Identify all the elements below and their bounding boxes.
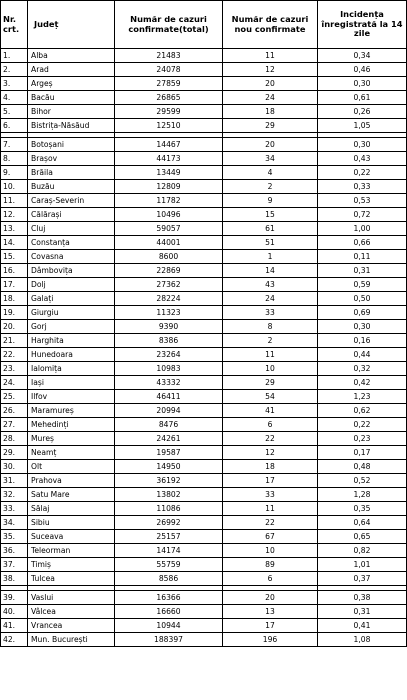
row-total-cell: 22869	[115, 264, 223, 278]
row-total-cell: 11086	[115, 502, 223, 516]
row-nr-cell: 33.	[1, 502, 28, 516]
header-new-cases: Număr de cazuri nou confirmate	[223, 1, 318, 49]
row-total-cell: 14467	[115, 138, 223, 152]
row-county-cell: Gorj	[28, 320, 115, 334]
row-county-cell: Vâlcea	[28, 605, 115, 619]
row-total-cell: 14950	[115, 460, 223, 474]
row-nr-cell: 2.	[1, 63, 28, 77]
row-county-cell: Călărași	[28, 208, 115, 222]
row-county-cell: Hunedoara	[28, 348, 115, 362]
row-nr-cell: 24.	[1, 376, 28, 390]
row-nr-cell: 21.	[1, 334, 28, 348]
row-new-cell: 14	[223, 264, 318, 278]
header-incidence: Incidența înregistrată la 14 zile	[318, 1, 407, 49]
row-nr-cell: 36.	[1, 544, 28, 558]
row-county-cell: Ilfov	[28, 390, 115, 404]
row-county-cell: Mureș	[28, 432, 115, 446]
row-total-cell: 11782	[115, 194, 223, 208]
row-total-cell: 44173	[115, 152, 223, 166]
row-new-cell: 22	[223, 432, 318, 446]
table-row	[1, 91, 407, 105]
row-county-cell: Bacău	[28, 91, 115, 105]
row-county-cell: Galați	[28, 292, 115, 306]
row-total-cell: 12809	[115, 180, 223, 194]
row-new-cell: 89	[223, 558, 318, 572]
row-county-cell: Bihor	[28, 105, 115, 119]
row-nr-cell: 30.	[1, 460, 28, 474]
table-header	[1, 1, 407, 49]
row-nr-cell: 3.	[1, 77, 28, 91]
table-row	[1, 77, 407, 91]
row-total-cell: 20994	[115, 404, 223, 418]
row-county-cell: Vrancea	[28, 619, 115, 633]
table-row	[1, 530, 407, 544]
row-county-cell: Caraș-Severin	[28, 194, 115, 208]
row-nr-cell: 34.	[1, 516, 28, 530]
row-county-cell: Dolj	[28, 278, 115, 292]
header-judet: Județ	[28, 1, 115, 49]
row-incidence-cell: 1,23	[318, 390, 407, 404]
row-total-cell: 59057	[115, 222, 223, 236]
row-new-cell: 18	[223, 105, 318, 119]
row-new-cell: 24	[223, 91, 318, 105]
row-total-cell: 8386	[115, 334, 223, 348]
table-row	[1, 348, 407, 362]
row-nr-cell: 22.	[1, 348, 28, 362]
row-county-cell: Maramureș	[28, 404, 115, 418]
row-nr-cell: 8.	[1, 152, 28, 166]
row-total-cell: 25157	[115, 530, 223, 544]
table-row	[1, 558, 407, 572]
row-incidence-cell: 0,82	[318, 544, 407, 558]
row-new-cell: 17	[223, 474, 318, 488]
row-incidence-cell: 0,43	[318, 152, 407, 166]
table-row	[1, 264, 407, 278]
table-row	[1, 633, 407, 647]
table-row	[1, 334, 407, 348]
table-row	[1, 236, 407, 250]
row-nr-cell: 26.	[1, 404, 28, 418]
row-new-cell: 20	[223, 77, 318, 91]
row-total-cell: 27362	[115, 278, 223, 292]
row-nr-cell: 28.	[1, 432, 28, 446]
row-county-cell: Prahova	[28, 474, 115, 488]
row-total-cell: 44001	[115, 236, 223, 250]
row-county-cell: Botoșani	[28, 138, 115, 152]
row-new-cell: 12	[223, 446, 318, 460]
row-new-cell: 11	[223, 348, 318, 362]
table-row	[1, 63, 407, 77]
row-incidence-cell: 0,30	[318, 77, 407, 91]
row-incidence-cell: 0,59	[318, 278, 407, 292]
row-total-cell: 13449	[115, 166, 223, 180]
row-new-cell: 43	[223, 278, 318, 292]
table-row	[1, 138, 407, 152]
row-new-cell: 61	[223, 222, 318, 236]
row-incidence-cell: 0,30	[318, 138, 407, 152]
row-county-cell: Arad	[28, 63, 115, 77]
table-row	[1, 619, 407, 633]
row-incidence-cell: 0,38	[318, 591, 407, 605]
row-county-cell: Olt	[28, 460, 115, 474]
row-new-cell: 54	[223, 390, 318, 404]
row-incidence-cell: 0,48	[318, 460, 407, 474]
row-nr-cell: 10.	[1, 180, 28, 194]
row-nr-cell: 38.	[1, 572, 28, 586]
row-incidence-cell: 0,66	[318, 236, 407, 250]
row-incidence-cell: 0,31	[318, 605, 407, 619]
row-total-cell: 43332	[115, 376, 223, 390]
table-row	[1, 516, 407, 530]
table-row	[1, 591, 407, 605]
row-nr-cell: 12.	[1, 208, 28, 222]
table-row	[1, 292, 407, 306]
row-nr-cell: 29.	[1, 446, 28, 460]
row-incidence-cell: 0,26	[318, 105, 407, 119]
row-new-cell: 18	[223, 460, 318, 474]
row-nr-cell: 31.	[1, 474, 28, 488]
row-new-cell: 11	[223, 502, 318, 516]
row-incidence-cell: 1,08	[318, 633, 407, 647]
row-nr-cell: 41.	[1, 619, 28, 633]
row-nr-cell: 35.	[1, 530, 28, 544]
row-county-cell: Iași	[28, 376, 115, 390]
row-incidence-cell: 0,30	[318, 320, 407, 334]
row-incidence-cell: 0,50	[318, 292, 407, 306]
header-row	[1, 1, 407, 49]
row-total-cell: 8586	[115, 572, 223, 586]
row-nr-cell: 18.	[1, 292, 28, 306]
row-incidence-cell: 0,72	[318, 208, 407, 222]
row-total-cell: 13802	[115, 488, 223, 502]
header-total-cases: Număr de cazuri confirmate(total)	[115, 1, 223, 49]
row-county-cell: Neamț	[28, 446, 115, 460]
row-nr-cell: 20.	[1, 320, 28, 334]
row-new-cell: 29	[223, 376, 318, 390]
row-nr-cell: 32.	[1, 488, 28, 502]
row-incidence-cell: 0,69	[318, 306, 407, 320]
table-row	[1, 306, 407, 320]
table-row	[1, 180, 407, 194]
row-county-cell: Vaslui	[28, 591, 115, 605]
row-new-cell: 2	[223, 180, 318, 194]
row-nr-cell: 42.	[1, 633, 28, 647]
table-row	[1, 278, 407, 292]
row-new-cell: 4	[223, 166, 318, 180]
row-incidence-cell: 0,11	[318, 250, 407, 264]
row-county-cell: Mun. București	[28, 633, 115, 647]
table-row	[1, 572, 407, 586]
table-row	[1, 119, 407, 133]
row-incidence-cell: 0,32	[318, 362, 407, 376]
row-new-cell: 6	[223, 572, 318, 586]
row-total-cell: 29599	[115, 105, 223, 119]
row-incidence-cell: 1,01	[318, 558, 407, 572]
row-incidence-cell: 1,05	[318, 119, 407, 133]
row-total-cell: 26865	[115, 91, 223, 105]
row-total-cell: 8600	[115, 250, 223, 264]
table-row	[1, 152, 407, 166]
row-new-cell: 196	[223, 633, 318, 647]
row-total-cell: 16660	[115, 605, 223, 619]
row-nr-cell: 14.	[1, 236, 28, 250]
row-new-cell: 2	[223, 334, 318, 348]
row-county-cell: Tulcea	[28, 572, 115, 586]
row-new-cell: 33	[223, 306, 318, 320]
table-row	[1, 488, 407, 502]
row-incidence-cell: 0,33	[318, 180, 407, 194]
row-county-cell: Argeș	[28, 77, 115, 91]
row-new-cell: 67	[223, 530, 318, 544]
row-incidence-cell: 0,42	[318, 376, 407, 390]
row-total-cell: 12510	[115, 119, 223, 133]
row-total-cell: 10983	[115, 362, 223, 376]
row-total-cell: 9390	[115, 320, 223, 334]
row-new-cell: 22	[223, 516, 318, 530]
row-incidence-cell: 0,64	[318, 516, 407, 530]
row-nr-cell: 4.	[1, 91, 28, 105]
row-nr-cell: 23.	[1, 362, 28, 376]
row-new-cell: 15	[223, 208, 318, 222]
row-new-cell: 9	[223, 194, 318, 208]
row-incidence-cell: 0,37	[318, 572, 407, 586]
row-total-cell: 23264	[115, 348, 223, 362]
row-total-cell: 24261	[115, 432, 223, 446]
row-county-cell: Giurgiu	[28, 306, 115, 320]
row-county-cell: Timiș	[28, 558, 115, 572]
row-nr-cell: 1.	[1, 49, 28, 63]
row-total-cell: 36192	[115, 474, 223, 488]
row-total-cell: 46411	[115, 390, 223, 404]
row-incidence-cell: 0,22	[318, 166, 407, 180]
row-county-cell: Harghita	[28, 334, 115, 348]
row-incidence-cell: 0,23	[318, 432, 407, 446]
row-total-cell: 11323	[115, 306, 223, 320]
table-row	[1, 605, 407, 619]
table-row	[1, 362, 407, 376]
table-row	[1, 460, 407, 474]
row-new-cell: 51	[223, 236, 318, 250]
row-new-cell: 1	[223, 250, 318, 264]
row-incidence-cell: 0,22	[318, 418, 407, 432]
table-row	[1, 432, 407, 446]
row-county-cell: Sălaj	[28, 502, 115, 516]
row-county-cell: Mehedinți	[28, 418, 115, 432]
row-nr-cell: 15.	[1, 250, 28, 264]
row-county-cell: Covasna	[28, 250, 115, 264]
table-row	[1, 544, 407, 558]
row-incidence-cell: 0,16	[318, 334, 407, 348]
row-total-cell: 19587	[115, 446, 223, 460]
row-county-cell: Cluj	[28, 222, 115, 236]
row-new-cell: 12	[223, 63, 318, 77]
row-new-cell: 10	[223, 362, 318, 376]
table-row	[1, 208, 407, 222]
row-county-cell: Brașov	[28, 152, 115, 166]
row-total-cell: 28224	[115, 292, 223, 306]
row-nr-cell: 6.	[1, 119, 28, 133]
table-row	[1, 250, 407, 264]
row-nr-cell: 37.	[1, 558, 28, 572]
table-row	[1, 474, 407, 488]
table-row	[1, 418, 407, 432]
row-county-cell: Constanța	[28, 236, 115, 250]
row-incidence-cell: 0,62	[318, 404, 407, 418]
row-incidence-cell: 0,35	[318, 502, 407, 516]
table-body	[1, 49, 407, 647]
row-county-cell: Sibiu	[28, 516, 115, 530]
row-total-cell: 188397	[115, 633, 223, 647]
header-nr-crt: Nr. crt.	[1, 1, 28, 49]
table-row	[1, 49, 407, 63]
row-total-cell: 24078	[115, 63, 223, 77]
row-incidence-cell: 0,34	[318, 49, 407, 63]
row-new-cell: 41	[223, 404, 318, 418]
row-county-cell: Buzău	[28, 180, 115, 194]
row-new-cell: 33	[223, 488, 318, 502]
row-total-cell: 55759	[115, 558, 223, 572]
row-incidence-cell: 0,52	[318, 474, 407, 488]
row-nr-cell: 11.	[1, 194, 28, 208]
table-row	[1, 105, 407, 119]
row-new-cell: 20	[223, 591, 318, 605]
table-row	[1, 320, 407, 334]
table-row	[1, 166, 407, 180]
table-row	[1, 390, 407, 404]
row-total-cell: 10944	[115, 619, 223, 633]
row-total-cell: 8476	[115, 418, 223, 432]
row-nr-cell: 5.	[1, 105, 28, 119]
row-nr-cell: 16.	[1, 264, 28, 278]
row-county-cell: Teleorman	[28, 544, 115, 558]
row-new-cell: 29	[223, 119, 318, 133]
row-new-cell: 11	[223, 49, 318, 63]
row-nr-cell: 19.	[1, 306, 28, 320]
row-nr-cell: 9.	[1, 166, 28, 180]
row-total-cell: 21483	[115, 49, 223, 63]
row-nr-cell: 17.	[1, 278, 28, 292]
row-incidence-cell: 1,28	[318, 488, 407, 502]
row-nr-cell: 27.	[1, 418, 28, 432]
row-nr-cell: 25.	[1, 390, 28, 404]
row-incidence-cell: 0,65	[318, 530, 407, 544]
row-county-cell: Ialomița	[28, 362, 115, 376]
row-new-cell: 24	[223, 292, 318, 306]
row-nr-cell: 13.	[1, 222, 28, 236]
table-row	[1, 404, 407, 418]
row-incidence-cell: 0,46	[318, 63, 407, 77]
row-county-cell: Satu Mare	[28, 488, 115, 502]
row-new-cell: 13	[223, 605, 318, 619]
row-total-cell: 14174	[115, 544, 223, 558]
table-row	[1, 502, 407, 516]
row-county-cell: Brăila	[28, 166, 115, 180]
row-county-cell: Dâmbovița	[28, 264, 115, 278]
row-incidence-cell: 0,41	[318, 619, 407, 633]
row-incidence-cell: 0,53	[318, 194, 407, 208]
row-new-cell: 10	[223, 544, 318, 558]
row-nr-cell: 39.	[1, 591, 28, 605]
row-incidence-cell: 0,17	[318, 446, 407, 460]
table-row	[1, 446, 407, 460]
row-county-cell: Alba	[28, 49, 115, 63]
row-total-cell: 27859	[115, 77, 223, 91]
row-incidence-cell: 0,31	[318, 264, 407, 278]
table-row	[1, 376, 407, 390]
row-new-cell: 34	[223, 152, 318, 166]
row-total-cell: 10496	[115, 208, 223, 222]
row-incidence-cell: 0,61	[318, 91, 407, 105]
row-new-cell: 6	[223, 418, 318, 432]
row-new-cell: 8	[223, 320, 318, 334]
row-new-cell: 17	[223, 619, 318, 633]
row-nr-cell: 7.	[1, 138, 28, 152]
table-row	[1, 194, 407, 208]
table-row	[1, 222, 407, 236]
row-incidence-cell: 1,00	[318, 222, 407, 236]
row-new-cell: 20	[223, 138, 318, 152]
row-county-cell: Suceava	[28, 530, 115, 544]
row-total-cell: 16366	[115, 591, 223, 605]
row-county-cell: Bistrița-Năsăud	[28, 119, 115, 133]
row-total-cell: 26992	[115, 516, 223, 530]
row-nr-cell: 40.	[1, 605, 28, 619]
row-incidence-cell: 0,44	[318, 348, 407, 362]
